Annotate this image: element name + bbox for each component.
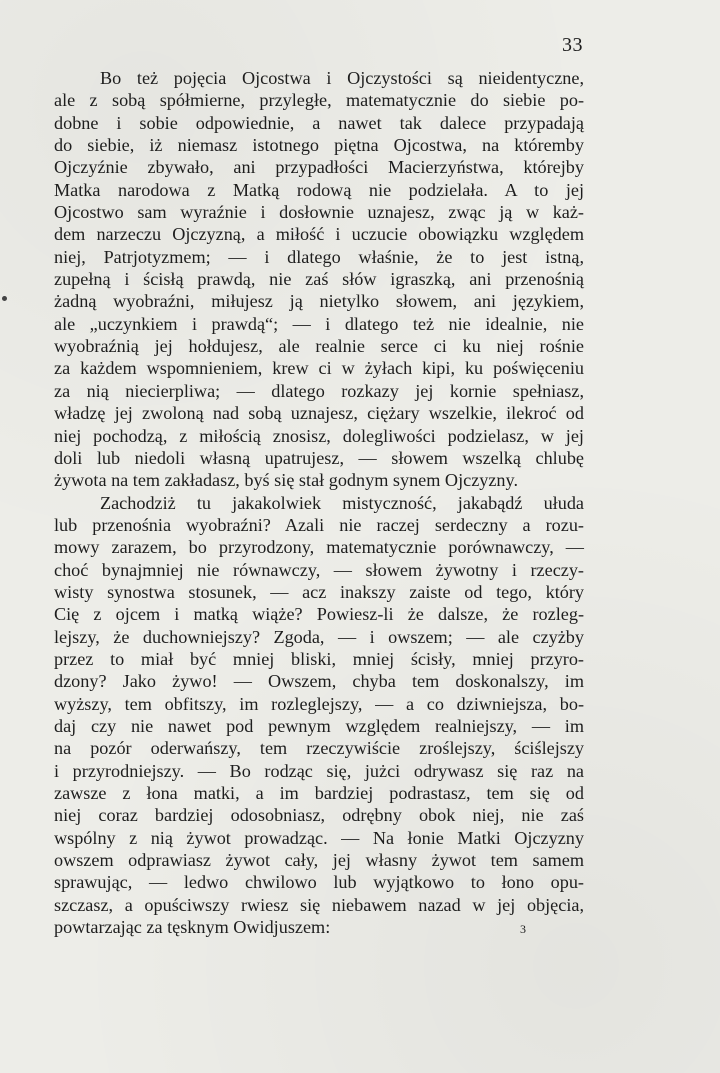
text-line: zupełną i ścisłą prawdą, nie zaś słów igraszką, ani przenośnią (54, 269, 584, 290)
text-line: na pozór oderwańszy, tem rzeczywiście zroślejszy, ściślejszy (54, 738, 584, 759)
text-line: sprawując, — ledwo chwilowo lub wyjątkowo to łono opu- (54, 872, 584, 893)
text-line: przez to miał być mniej bliski, mniej ścisły, mniej przyro- (54, 648, 584, 669)
text-line: wspólny z nią żywot prowadząc. — Na łonie Matki Ojczyzny (54, 827, 584, 848)
text-line: lub przenośnia wyobraźni? Azali nie raczej serdeczny a rozu- (54, 514, 584, 535)
text-line: wyższy, tem obfitszy, im rozleglejszy, — a co dziwniejsza, bo- (54, 693, 584, 714)
text-line: powtarzając za tęsknym Owidjuszem: (54, 917, 331, 938)
text-line: żadną wyobraźni, miłujesz ją nietylko słowem, ani językiem, (54, 291, 584, 312)
text-line: Ojcostwo sam wyraźnie i dosłownie uznajesz, zwąc ją w każ- (54, 202, 584, 223)
margin-dot-mark (2, 296, 7, 301)
text-line: mowy zarazem, bo przyrodzony, matematycznie porównawczy, — (54, 537, 584, 558)
text-line: za nią niecierpliwa; — dlatego rozkazy jej kornie spełniasz, (54, 380, 584, 401)
text-line: zawsze z łona matki, a im bardziej podrastasz, tem się od (54, 783, 584, 803)
text-line: niej coraz bardziej odosobniasz, odrębny obok niej, nie zaś (54, 805, 584, 826)
text-line: wyobraźnią jej hołdujesz, ale realnie serce ci ku niej rośnie (54, 336, 584, 357)
text-line: żywota na tem zakładasz, byś się stał godnym synem Ojczyzny. (54, 470, 518, 491)
text-line: Ojczyźnie zbywało, ani przypadłości Macierzyństwa, którejby (54, 157, 584, 178)
text-line: władzę jej zwoloną nad sobą uznajesz, ciężary wszelkie, ilekroć od (54, 403, 584, 424)
text-line: dzony? Jako żywo! — Owszem, chyba tem doskonalszy, im (54, 671, 584, 692)
text-line: niej, Patrjotyzmem; — i dlatego właśnie, że to jest istną, (54, 246, 584, 267)
text-line: owszem odprawiasz żywot cały, jej własny żywot tem samem (54, 850, 584, 871)
text-line: wisty synostwa stosunek, — acz inakszy zaiste od tego, który (54, 581, 584, 602)
text-line: doli lub niedoli własną upatrujesz, — słowem wszelką chlubę (54, 447, 584, 468)
text-line: ale „uczynkiem i prawdą“; — i dlatego też nie idealnie, nie (54, 313, 584, 334)
text-line: za każdem wspomnieniem, krew ci w żyłach kipi, ku poświęceniu (54, 358, 584, 379)
text-line: Bo też pojęcia Ojcostwa i Ojczystości są nieidentyczne, (100, 68, 584, 88)
text-line: dem narzeczu Ojczyzną, a miłość i uczucie obowiązku względem (54, 224, 584, 245)
body-text (54, 67, 584, 938)
text-line: Matka narodowa z Matką rodową nie podzielała. A to jej (54, 179, 584, 200)
text-line: i przyrodniejszy. — Bo rodząc się, jużci odrywasz się raz na (54, 760, 584, 781)
text-line: do siebie, iż niemasz istotnego piętna Ojcostwa, na któremby (54, 135, 584, 156)
text-line: niej pochodzą, z miłością znosisz, dolegliwości podzielasz, w jej (54, 425, 584, 446)
text-line: choć bynajmniej nie równawczy, — słowem żywotny i rzeczy- (54, 559, 584, 580)
text-line: Cię z ojcem i matką wiąże? Powiesz-li że dalsze, że rozleg- (54, 604, 584, 625)
text-line: ale z sobą spółmierne, przyległe, matematycznie do siebie po- (54, 90, 584, 111)
text-line: szczasz, a opuściwszy rwiesz się niebawem nazad w jej objęcia, (54, 894, 584, 915)
text-line: dobne i sobie odpowiednie, a nawet tak dalece przypadają (54, 112, 584, 133)
text-line: daj czy nie nawet pod pewnym względem realniejszy, — im (54, 715, 584, 736)
page-number: 33 (562, 34, 583, 56)
text-line: lejszy, że duchowniejszy? Zgoda, — i owszem; — ale czyżby (54, 626, 584, 647)
text-line: Zachodziż tu jakakolwiek mistyczność, jakabądź ułuda (100, 492, 584, 513)
signature-mark: 3 (520, 922, 526, 936)
